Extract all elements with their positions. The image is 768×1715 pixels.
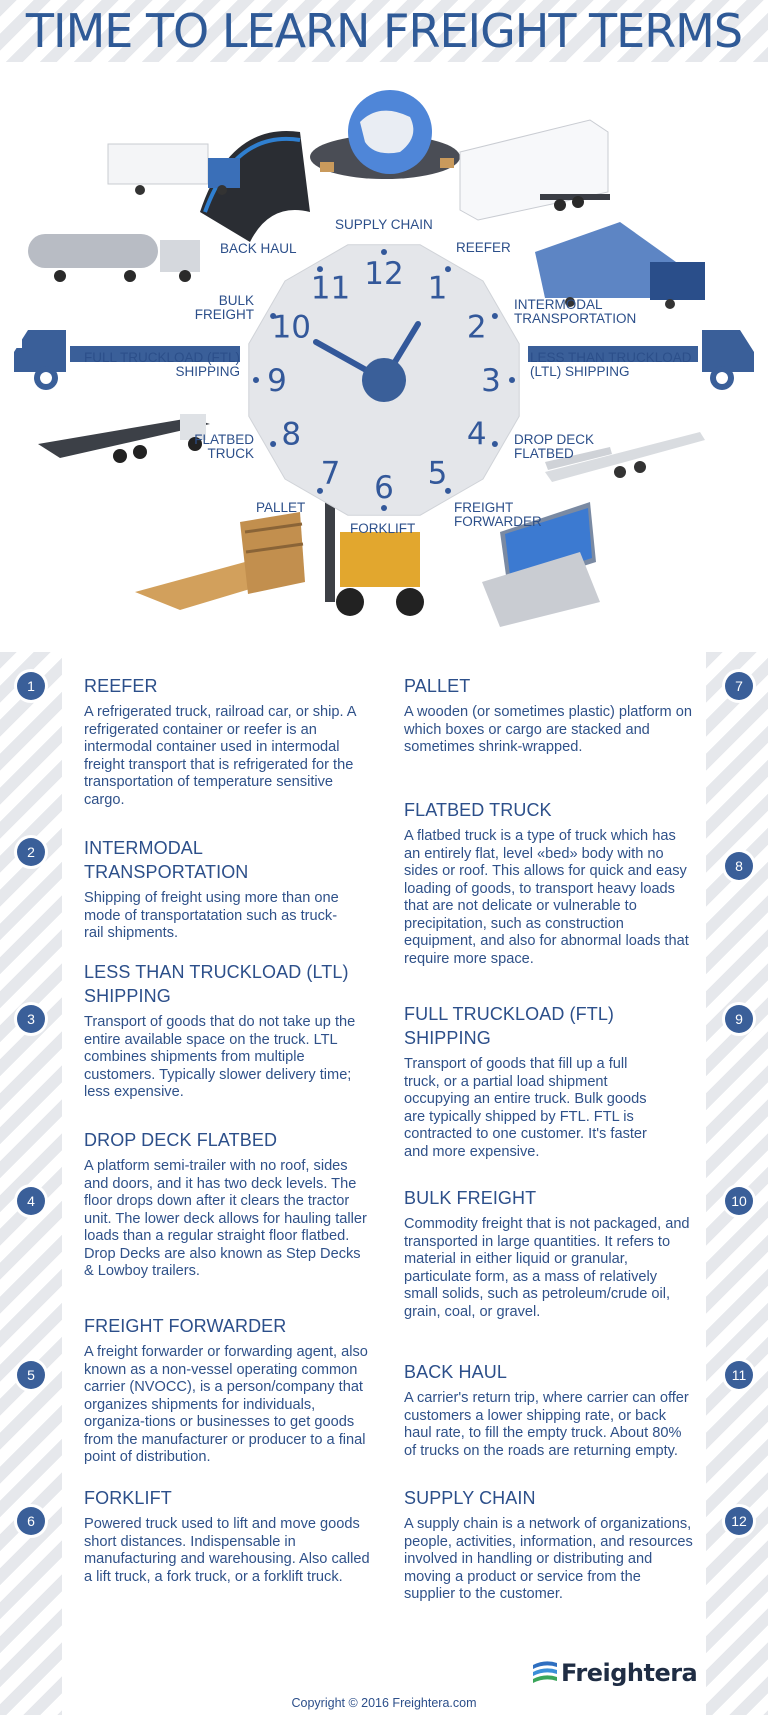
term-intermodal [84, 836, 344, 943]
clock-label-intermodal-line1: INTERMODAL [514, 297, 603, 312]
term-title: FREIGHT FORWARDER [84, 1316, 287, 1336]
term-ltl [84, 960, 374, 1102]
right-stripe-column [706, 652, 768, 1715]
term-badge-10: 10 [725, 1187, 753, 1215]
term-badge-4: 4 [17, 1187, 45, 1215]
clock-number-1: 1 [427, 270, 448, 307]
page-title: TIME TO LEARN FREIGHT TERMS [25, 4, 743, 58]
clock-label-ltl [530, 351, 692, 379]
clock-number-8: 8 [281, 416, 302, 453]
clock-label-ftl [60, 351, 240, 379]
back-haul-truck-illustration [108, 131, 310, 242]
term-title: PALLET [404, 676, 471, 696]
clock-label-flatbed [186, 433, 254, 461]
term-badge-1: 1 [17, 672, 45, 700]
term-title: LESS THAN TRUCKLOAD (LTL) SHIPPING [84, 962, 349, 1006]
pallet-illustration [135, 512, 305, 610]
term-badge-12: 12 [725, 1507, 753, 1535]
term-title: DROP DECK FLATBED [84, 1130, 278, 1150]
clock-label-ftl-line1: FULL TRUCKLOAD (FTL) [83, 350, 240, 365]
term-badge-9: 9 [725, 1005, 753, 1033]
clock-number-11: 11 [310, 270, 351, 307]
term-badge-2: 2 [17, 838, 45, 866]
clock-number-9: 9 [267, 363, 287, 399]
term-badge-6: 6 [17, 1507, 45, 1535]
clock-label-ltl-line2: (LTL) SHIPPING [530, 364, 630, 379]
clock-label-freight-forwarder [454, 501, 542, 529]
clock-label-freight-forwarder-line2: FORWARDER [454, 514, 542, 529]
bulk-tanker-illustration [28, 234, 200, 282]
clock-label-intermodal-line2: TRANSPORTATION [514, 311, 637, 326]
term-body: A flatbed truck is a type of truck which has an entirely flat, level «bed» body with no sides or roof. This allows for quick and easy loading of goods, to transport heavy loads that are not delicate or vulnerable to precipitation, such as construction equipment, and also for abnormal loads that require more space. [404, 828, 689, 967]
term-body: A carrier's return trip, where carrier can offer customers a lower shipping rate, or back haul rate, to fill the empty truck. About 80% of trucks on the roads are returning empty. [404, 1390, 689, 1459]
flatbed-truck-illustration [38, 414, 210, 463]
clock-label-forklift: FORKLIFT [350, 521, 416, 536]
term-bulk-freight [404, 1186, 694, 1321]
clock-number-3: 3 [481, 363, 501, 399]
clock-label-intermodal [514, 298, 636, 326]
term-supply-chain [404, 1486, 694, 1604]
clock-number-12: 12 [364, 256, 404, 292]
term-title: FLATBED TRUCK [404, 800, 552, 820]
clock-marker-2 [492, 313, 498, 319]
clock-marker-12 [381, 249, 387, 255]
term-flatbed-truck [404, 798, 694, 968]
clock-label-ftl-line2: SHIPPING [175, 364, 240, 379]
term-title: INTERMODAL TRANSPORTATION [84, 838, 249, 882]
clock-number-4: 4 [466, 416, 487, 453]
clock-label-drop-deck [514, 433, 594, 461]
term-body: Commodity freight that is not packaged, and transported in large quantities. It refers to material in either liquid or granular, particulate form, as a mass of relatively small solids, such as petroleum/crude oil, grain, coal, or gravel. [404, 1216, 690, 1320]
header-banner [0, 0, 768, 62]
clock-label-bulk-freight [176, 294, 254, 322]
supply-chain-globe-illustration [310, 90, 460, 179]
term-badge-3: 3 [17, 1005, 45, 1033]
term-title: FULL TRUCKLOAD (FTL) SHIPPING [404, 1004, 615, 1048]
clock-center [362, 358, 406, 402]
term-freight-forwarder [84, 1314, 374, 1467]
clock-number-7: 7 [320, 455, 341, 492]
term-body: A refrigerated truck, railroad car, or ship. A refrigerated container or reefer is an intermodal container used in intermodal freight transport that is refrigerated for the transportation of temperature sensitive cargo. [84, 704, 356, 808]
definitions-section [0, 652, 768, 1715]
reefer-trailer-illustration [460, 120, 610, 220]
term-badge-11: 11 [725, 1361, 753, 1389]
clock-label-bulk-line1: BULK [218, 293, 254, 308]
clock-label-flatbed-line1: FLATBED [194, 432, 254, 447]
brand-name: Freightera [561, 1659, 698, 1687]
clock-label-flatbed-line2: TRUCK [207, 446, 254, 461]
clock-marker-3 [509, 377, 515, 383]
term-body: A wooden (or sometimes plastic) platform on which boxes or cargo are stacked and sometimes shrink-wrapped. [404, 704, 692, 755]
clock-hero [0, 62, 768, 652]
term-drop-deck [84, 1128, 374, 1281]
term-pallet [404, 674, 694, 757]
copyright-text: Copyright © 2016 Freightera.com [291, 1696, 477, 1710]
term-badge-7: 7 [725, 672, 753, 700]
clock-number-5: 5 [427, 455, 448, 492]
term-forklift [84, 1486, 374, 1586]
term-body: A supply chain is a network of organizations, people, activities, information, and resources involved in handling or distributing and moving a product or service from the supplier to the customer. [404, 1516, 693, 1602]
term-body: Powered truck used to lift and move goods short distances. Indispensable in manufacturing and warehousing. Also called a lift truck, a fork truck, or a forklift truck. [84, 1516, 370, 1585]
freightera-logo[interactable] [531, 1657, 698, 1691]
term-body: A platform semi-trailer with no roof, sides and doors, and it has two deck levels. The floor drops down after it clears the tractor unit. The lower deck allows for hauling taller loads than a regular straight floor flatbed. Drop Decks are also known as Step Decks & Lowboy trailers. [84, 1158, 367, 1279]
term-body: Transport of goods that do not take up the entire available space on the truck. LTL combines shipments from multiple customers. Typically slower delivery time; less expensive. [84, 1014, 356, 1100]
term-body: A freight forwarder or forwarding agent, also known as a non-vessel operating common carrier (NVOCC), is a person/company that organizes shipments for individuals, organiza-tions or businesses to get goods from the manufacturer or producer to a final point of distribution. [84, 1344, 368, 1465]
term-reefer [84, 674, 374, 809]
term-title: SUPPLY CHAIN [404, 1488, 536, 1508]
term-title: BACK HAUL [404, 1362, 507, 1382]
term-title: REEFER [84, 676, 158, 696]
term-title: BULK FREIGHT [404, 1188, 537, 1208]
clock-marker-8 [270, 441, 276, 447]
freightera-logo-icon [531, 1657, 559, 1685]
clock-label-pallet: PALLET [256, 500, 306, 515]
term-body: Shipping of freight using more than one mode of transportatation such as truck-rail shipments. [84, 890, 339, 941]
clock-label-freight-forwarder-line1: FREIGHT [454, 500, 514, 515]
term-ftl [404, 1002, 664, 1161]
term-badge-8: 8 [725, 852, 753, 880]
term-back-haul [404, 1360, 694, 1460]
clock-label-ltl-line1: LESS THAN TRUCKLOAD [530, 350, 692, 365]
clock-label-bulk-line2: FREIGHT [194, 307, 254, 322]
term-title: FORKLIFT [84, 1488, 172, 1508]
left-stripe-column [0, 652, 62, 1715]
clock-marker-4 [492, 441, 498, 447]
clock-number-10: 10 [271, 309, 312, 346]
clock-marker-9 [253, 377, 259, 383]
clock-label-supply-chain: SUPPLY CHAIN [335, 217, 433, 232]
term-body: Transport of goods that fill up a full truck, or a partial load shipment occupying an entire truck. Bulk goods are typically shipped by FTL. FTL is contracted to one customer. It's faster and more expensive. [404, 1056, 647, 1160]
clock-label-back-haul: BACK HAUL [220, 241, 297, 256]
term-badge-5: 5 [17, 1361, 45, 1389]
clock-label-reefer: REEFER [456, 240, 511, 255]
intermodal-train-illustration [535, 222, 705, 309]
clock-number-6: 6 [374, 470, 394, 506]
clock-label-drop-deck-line1: DROP DECK [514, 432, 595, 447]
clock-label-drop-deck-line2: FLATBED [514, 446, 574, 461]
clock-number-2: 2 [466, 309, 487, 346]
